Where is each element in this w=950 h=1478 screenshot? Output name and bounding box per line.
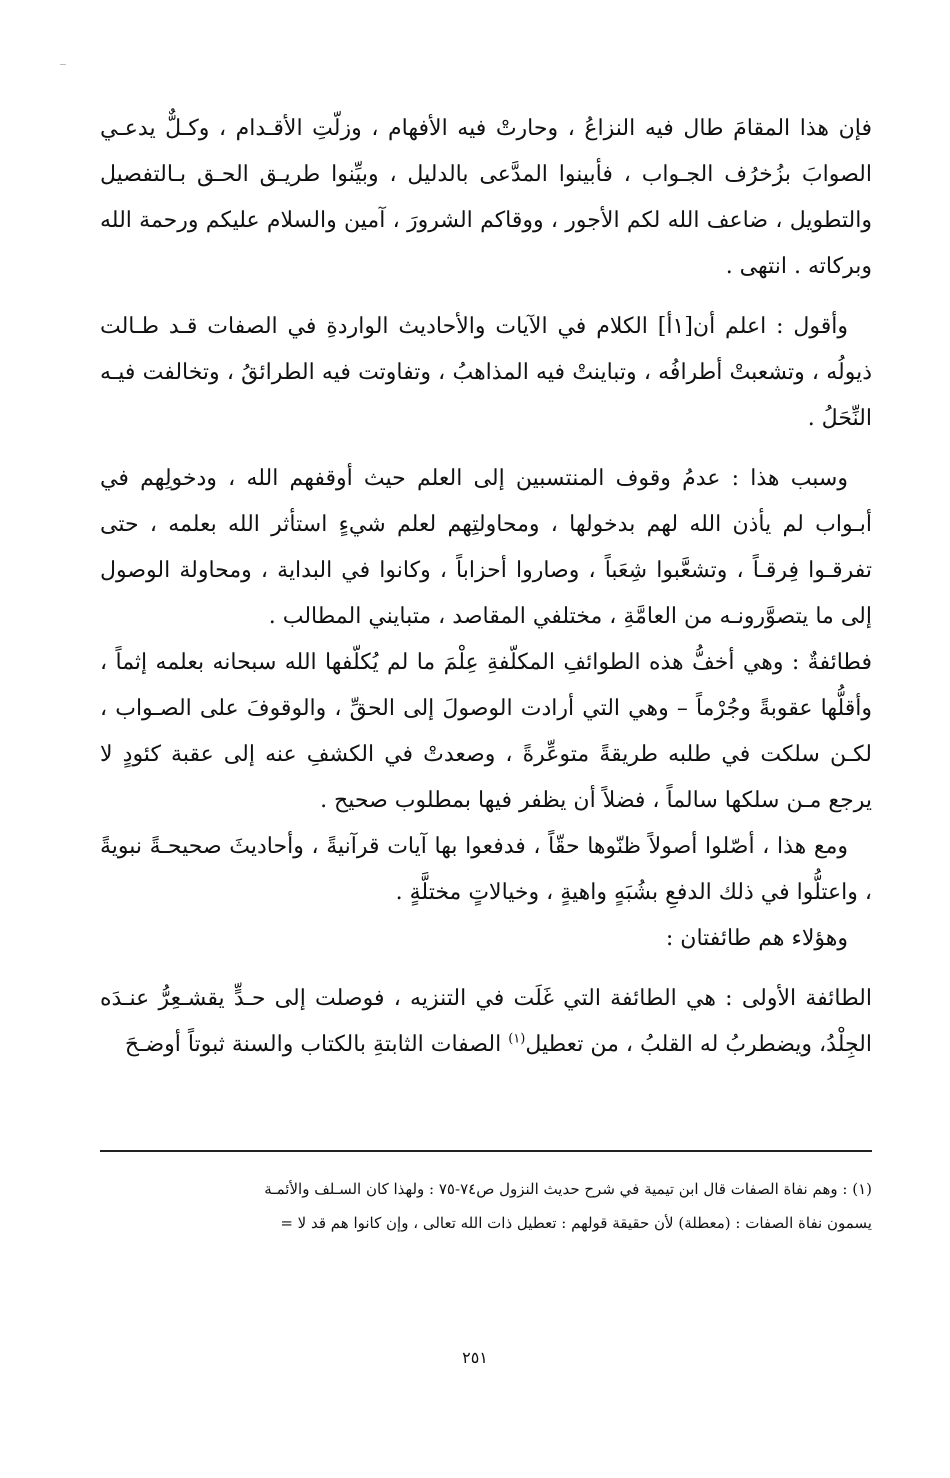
paragraph-7	[100, 976, 872, 1068]
footnote-ref[interactable]: (١)	[508, 1031, 526, 1047]
paragraph-7-text-b: الصفات الثابتةِ بالكتاب والسنة ثبوتاً أوضـحَ	[124, 1032, 509, 1057]
scan-mark	[60, 64, 66, 65]
paragraph-3: وسبب هذا : عدمُ وقوف المنتسبين إلى العلم حيث أوقفهم الله ، ودخولِهم في أبـواب لم يأذن الله لهم بدخولها ، ومحاولتِهم لعلم شيءٍ استأثر الله بعلمه ، حتى تفرقـوا فِرقـاً ، وتشعَّبوا شِعَباً ، وصاروا أحزاباً ، وكانوا في البداية ، ومحاولة الوصول إلى ما يتصوَّرونـه من العامَّةِ ، مختلفي المقاصد ، متبايني المطالب .	[100, 466, 872, 629]
footnote-line-2: يسمون نفاة الصفات : (معطلة) لأن حقيقة قولهم : تعطيل ذات الله تعالى ، وإن كانوا هم قد لا =	[280, 1214, 872, 1232]
main-text	[100, 106, 872, 1068]
page-number: ٢٥١	[462, 1348, 488, 1367]
paragraph-7-text-a: الطائفة الأولى : هي الطائفة التي غَلَت في التنزيه ، فوصلت إلى حـدٍّ يقشـعِرُّ عنـدَه الجِلْدُ، ويضطربُ له القلبُ ، من تعطيل	[100, 986, 872, 1057]
paragraph-6: وهؤلاء هم طائفتان :	[665, 926, 848, 951]
footnote-separator	[100, 1150, 872, 1152]
footnotes	[100, 1172, 872, 1240]
paragraph-1: فإن هذا المقامَ طال فيه النزاعُ ، وحارتْ فيه الأفهام ، وزلّتِ الأقـدام ، وكـلٌّ يدعـي الصوابَ بزُخرُف الجـواب ، فأبينوا المدَّعى بالدليل ، وبيِّنوا طريـق الحـق بـالتفصيل والتطويل ، ضاعف الله لكم الأجور ، ووقاكم الشرورَ ، آمين والسلام عليكم ورحمة الله وبركاته . انتهى .	[100, 116, 872, 279]
footnote-line-1: (١) : وهم نفاة الصفات قال ابن تيمية في شرح حديث النزول ص٧٤-٧٥ : ولهذا كان السـلف والأئمـة	[264, 1180, 872, 1198]
paragraph-4: فطائفةٌ : وهي أخفُّ هذه الطوائفِ المكلّفةِ عِلْمَ ما لم يُكلّفها الله سبحانه بعلمه إثماً ، وأقلُّها عقوبةً وجُرْماً – وهي التي أرادت الوصولَ إلى الحقِّ ، والوقوفَ على الصـواب ، لكـن سلكت في طلبه طريقةً متوعِّرةً ، وصعدتْ في الكشفِ عنه إلى عقبة كئودٍ لا يرجع مـن سلكها سالماً ، فضلاً أن يظفر فيها بمطلوب صحيح .	[100, 650, 872, 813]
paragraph-5: ومع هذا ، أصّلوا أصولاً ظنّوها حقّاً ، فدفعوا بها آيات قرآنيةً ، وأحاديثَ صحيحـةً نبويةً ، واعتلُّوا في ذلك الدفعِ بشُبَهٍ واهيةٍ ، وخيالاتٍ مختلَّةٍ .	[100, 834, 872, 905]
paragraph-2: وأقول : اعلم أن[١أ] الكلام في الآيات والأحاديث الواردةِ في الصفات قـد طـالت ذيولُه ، وتشعبتْ أطرافُه ، وتباينتْ فيه المذاهبُ ، وتفاوتت فيه الطرائقُ ، وتخالفت فيـه النِّحَلُ .	[100, 314, 872, 431]
